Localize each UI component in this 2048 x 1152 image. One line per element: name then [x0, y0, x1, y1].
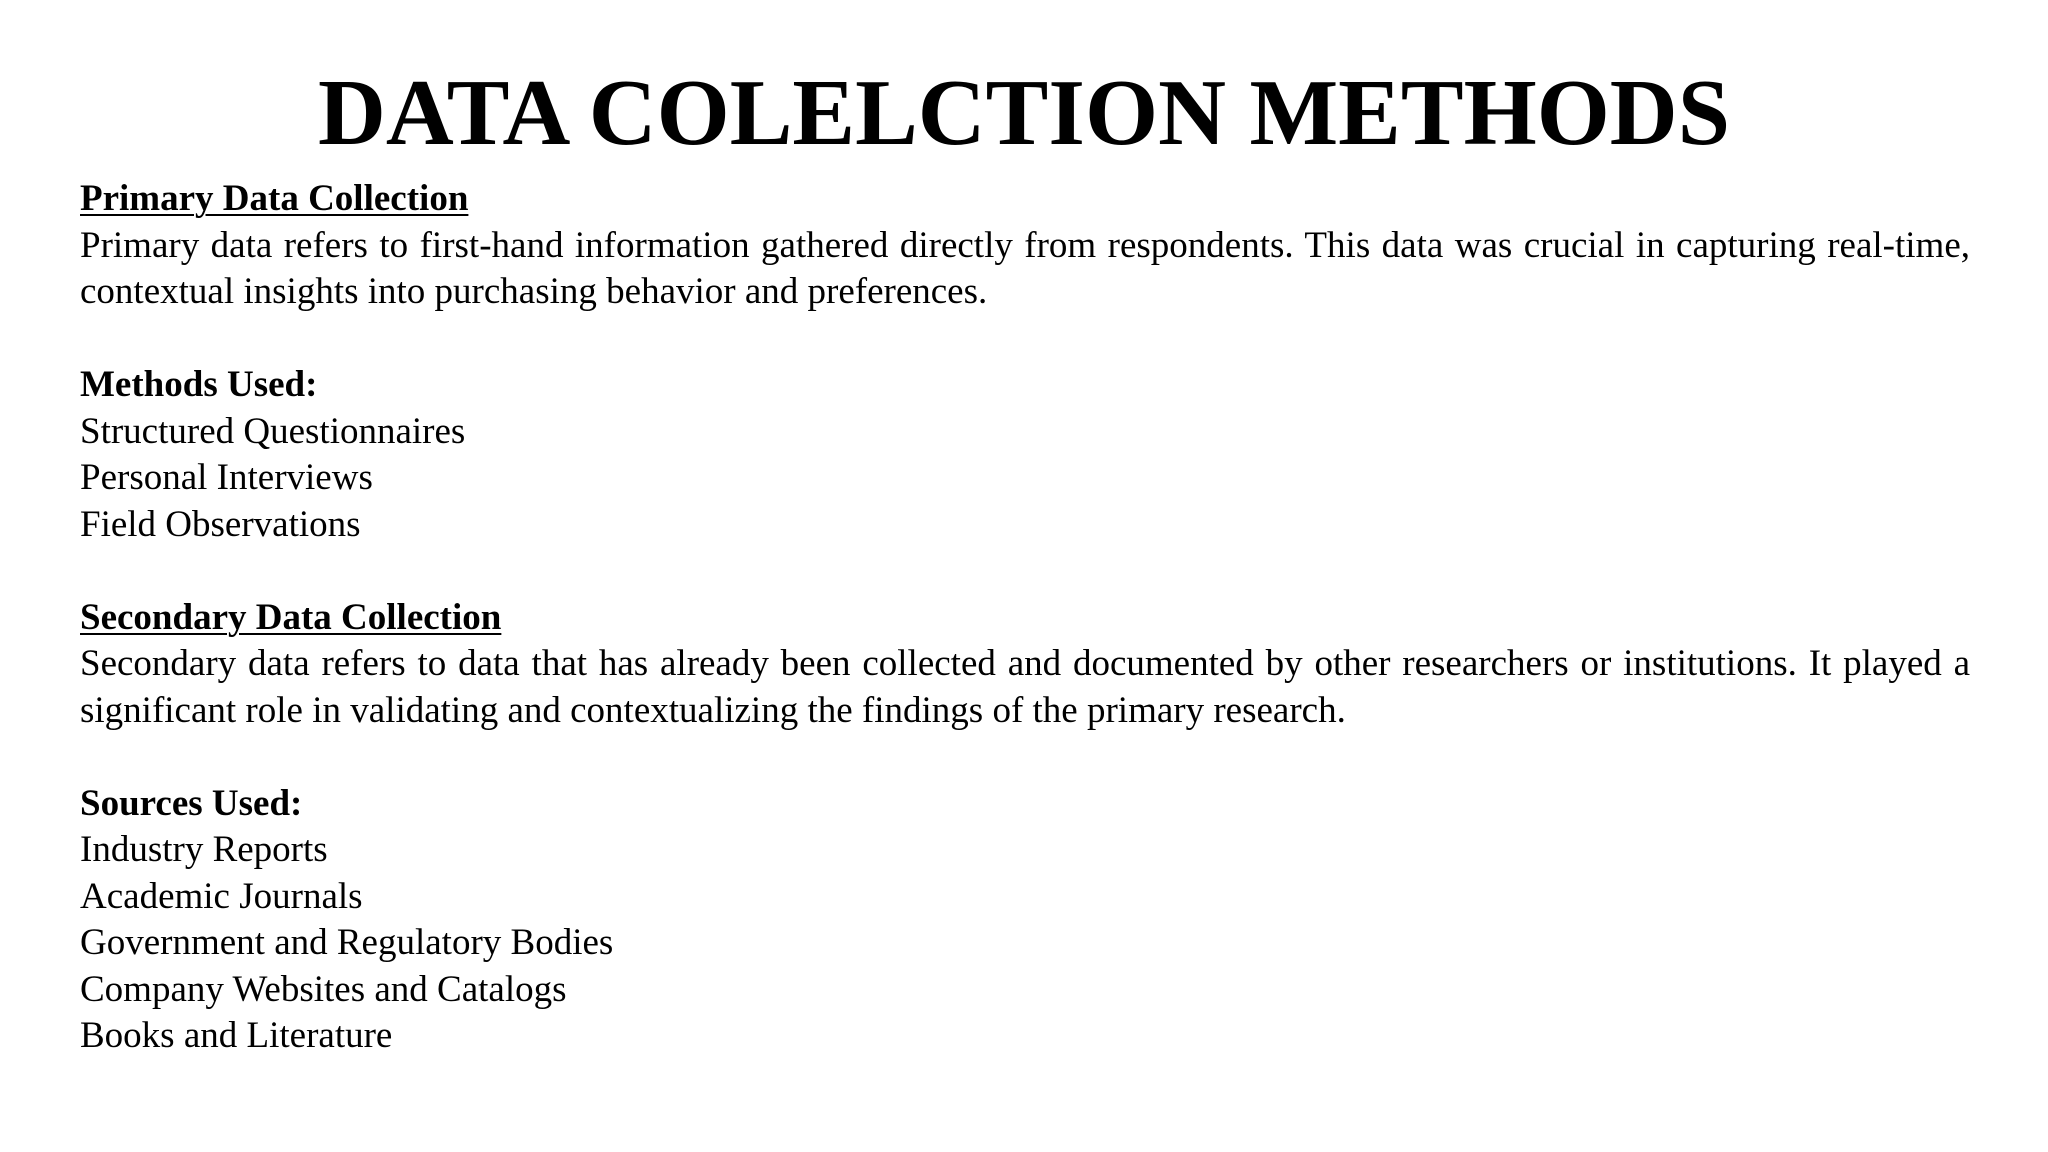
primary-description: Primary data refers to first-hand information gathered directly from respondents. This data was crucial in capturing real-time, contextual insights into purchasing behavior and preferences. — [80, 224, 1970, 312]
list-item: Academic Journals — [80, 875, 363, 917]
list-item: Field Observations — [80, 503, 361, 545]
list-item: Structured Questionnaires — [80, 410, 466, 452]
primary-section-heading: Primary Data Collection — [80, 178, 469, 219]
spacer — [80, 734, 1970, 781]
secondary-section-heading: Secondary Data Collection — [80, 596, 502, 638]
list-item: Government and Regulatory Bodies — [80, 922, 614, 963]
list-item: Personal Interviews — [80, 457, 373, 498]
methods-list — [80, 409, 1970, 549]
list-item: Industry Reports — [80, 829, 328, 870]
list-item: Books and Literature — [80, 1015, 393, 1056]
list-item: Company Websites and Catalogs — [80, 968, 567, 1010]
methods-heading: Methods Used: — [80, 364, 318, 405]
spacer — [80, 548, 1970, 595]
sources-list — [80, 827, 1970, 1060]
slide-content — [80, 176, 1970, 1060]
spacer — [80, 316, 1970, 363]
slide-title: DATA COLELCTION METHODS — [318, 61, 1730, 165]
sources-heading: Sources Used: — [80, 782, 303, 824]
secondary-description: Secondary data refers to data that has already been collected and documented by other researchers or institutions. It played a significant role in validating and contextualizing the findings of the primary research. — [80, 643, 1970, 731]
